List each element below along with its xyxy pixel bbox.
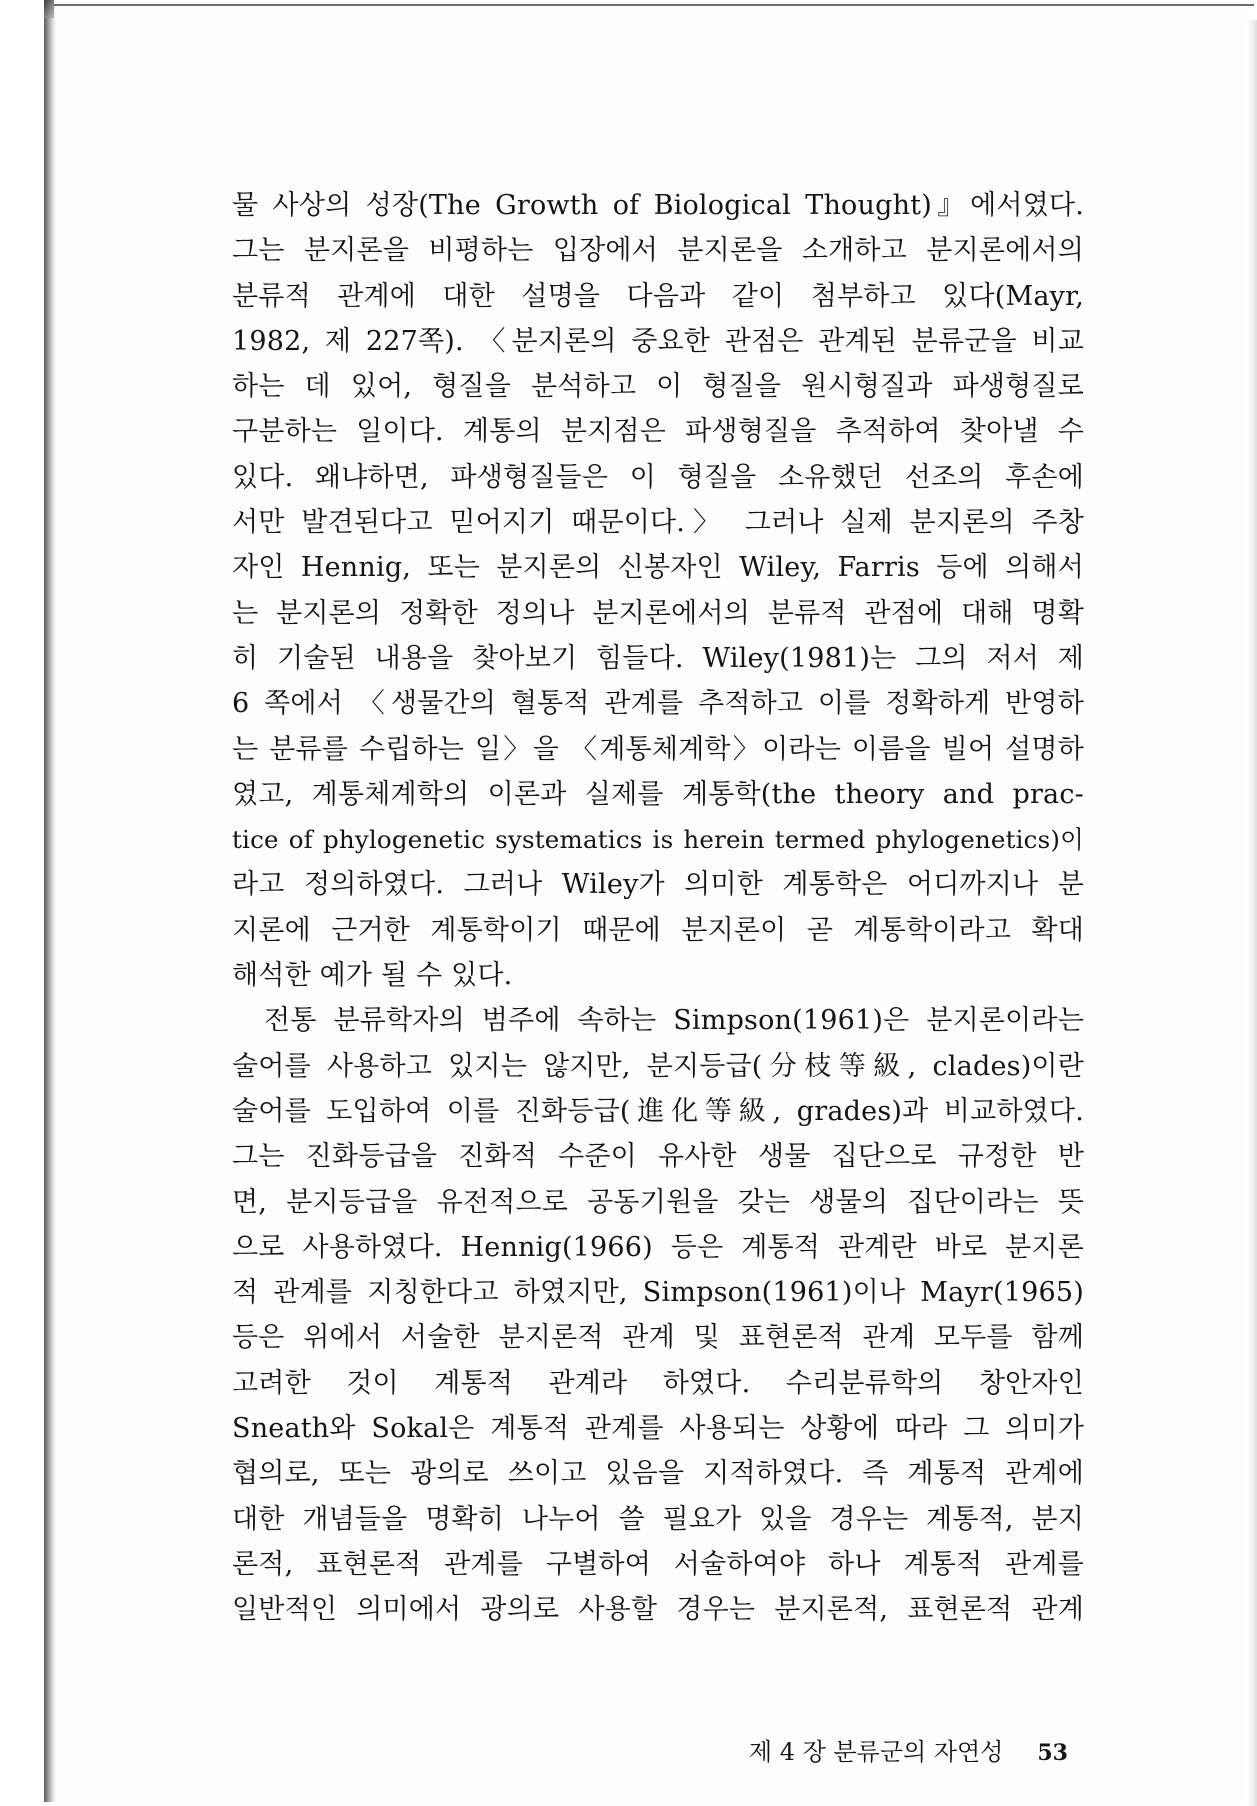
book-spine-shadow — [44, 6, 56, 1802]
text-line: tice of phylogenetic systematics is herein termed phylogenetics)이 — [232, 825, 1084, 855]
text-line: 자인 Hennig, 또는 분지론의 신봉자인 Wiley, Farris 등에 의해서 — [232, 552, 1084, 584]
text-line: Sneath와 Sokal은 계통적 관계를 사용되는 상황에 따라 그 의미가 — [232, 1413, 1084, 1445]
text-line: 협의로, 또는 광의로 쓰이고 있음을 지적하였다. 즉 계통적 관계에 — [232, 1458, 1084, 1490]
text-line: 하는 데 있어, 형질을 분석하고 이 형질을 원시형질과 파생형질로 — [232, 371, 1084, 403]
text-line: 는 분지론의 정확한 정의나 분지론에서의 분류적 관점에 대해 명확 — [232, 597, 1084, 629]
text-line: 고려한 것이 계통적 관계라 하였다. 수리분류학의 창안자인 — [232, 1367, 1084, 1399]
paragraph-start-line: 전통 분류학자의 범주에 속하는 Simpson(1961)은 분지론이라는 — [264, 1005, 1084, 1037]
text-line: 술어를 도입하여 이를 진화등급(進化等級, grades)과 비교하였다. — [232, 1095, 1084, 1127]
text-line: 으로 사용하였다. Hennig(1966) 등은 계통적 관계란 바로 분지론 — [232, 1231, 1084, 1263]
text-line: 일반적인 의미에서 광의로 사용할 경우는 분지론적, 표현론적 관계 — [232, 1594, 1084, 1626]
page-corner — [44, 0, 54, 18]
text-line: 구분하는 일이다. 계통의 분지점은 파생형질을 추적하여 찾아낼 수 — [232, 416, 1084, 448]
text-line: 6 쪽에서 〈생물간의 혈통적 관계를 추적하고 이를 정확하게 반영하 — [232, 688, 1084, 720]
text-line: 물 사상의 성장(The Growth of Biological Thought)』에서였다. — [232, 190, 1084, 221]
text-line: 면, 분지등급을 유전적으로 공동기원을 갖는 생물의 집단이라는 뜻 — [232, 1186, 1084, 1218]
text-line: 등은 위에서 서술한 분지론적 관계 및 표현론적 관계 모두를 함께 — [232, 1322, 1084, 1354]
paragraph-end-line: 해석한 예가 될 수 있다. — [232, 960, 513, 992]
text-line: 술어를 사용하고 있지는 않지만, 분지등급(分枝等級, clades)이란 — [232, 1050, 1084, 1082]
right-edge-shadow — [1247, 20, 1257, 1806]
text-line: 분류적 관계에 대한 설명을 다음과 같이 첨부하고 있다(Mayr, — [232, 280, 1084, 312]
text-line: 론적, 표현론적 관계를 구별하여 서술하여야 하나 계통적 관계를 — [232, 1548, 1084, 1580]
text-line: 였고, 계통체계학의 이론과 실제를 계통학(the theory and prac- — [232, 778, 1084, 810]
text-line: 는 분류를 수립하는 일〉을 〈계통체계학〉이라는 이름을 빌어 설명하 — [232, 733, 1084, 765]
chapter-title: 제 4 장 분류군의 자연성 — [748, 1738, 1004, 1766]
text-line: 1982, 제 227쪽). 〈분지론의 중요한 관점은 관계된 분류군을 비교 — [232, 325, 1084, 357]
page-number: 53 — [1037, 1740, 1068, 1766]
text-line: 라고 정의하였다. 그러나 Wiley가 의미한 계통학은 어디까지나 분 — [232, 869, 1084, 901]
text-line: 대한 개념들을 명확히 나누어 쓸 필요가 있을 경우는 계통적, 분지 — [232, 1503, 1084, 1535]
text-line: 그는 분지론을 비평하는 입장에서 분지론을 소개하고 분지론에서의 — [232, 235, 1084, 267]
text-line: 있다. 왜냐하면, 파생형질들은 이 형질을 소유했던 선조의 후손에 — [232, 461, 1084, 493]
text-line: 적 관계를 지칭한다고 하였지만, Simpson(1961)이나 Mayr(1965) — [232, 1277, 1084, 1309]
text-line: 서만 발견된다고 믿어지기 때문이다.〉 그러나 실제 분지론의 주창 — [232, 507, 1084, 539]
running-footer — [718, 1732, 1068, 1767]
body-text — [232, 183, 1084, 1633]
text-line: 그는 진화등급을 진화적 수준이 유사한 생물 집단으로 규정한 반 — [232, 1141, 1084, 1173]
text-line: 지론에 근거한 계통학이기 때문에 분지론이 곧 계통학이라고 확대 — [232, 914, 1084, 946]
text-line: 히 기술된 내용을 찾아보기 힘들다. Wiley(1981)는 그의 저서 제 — [232, 642, 1084, 674]
